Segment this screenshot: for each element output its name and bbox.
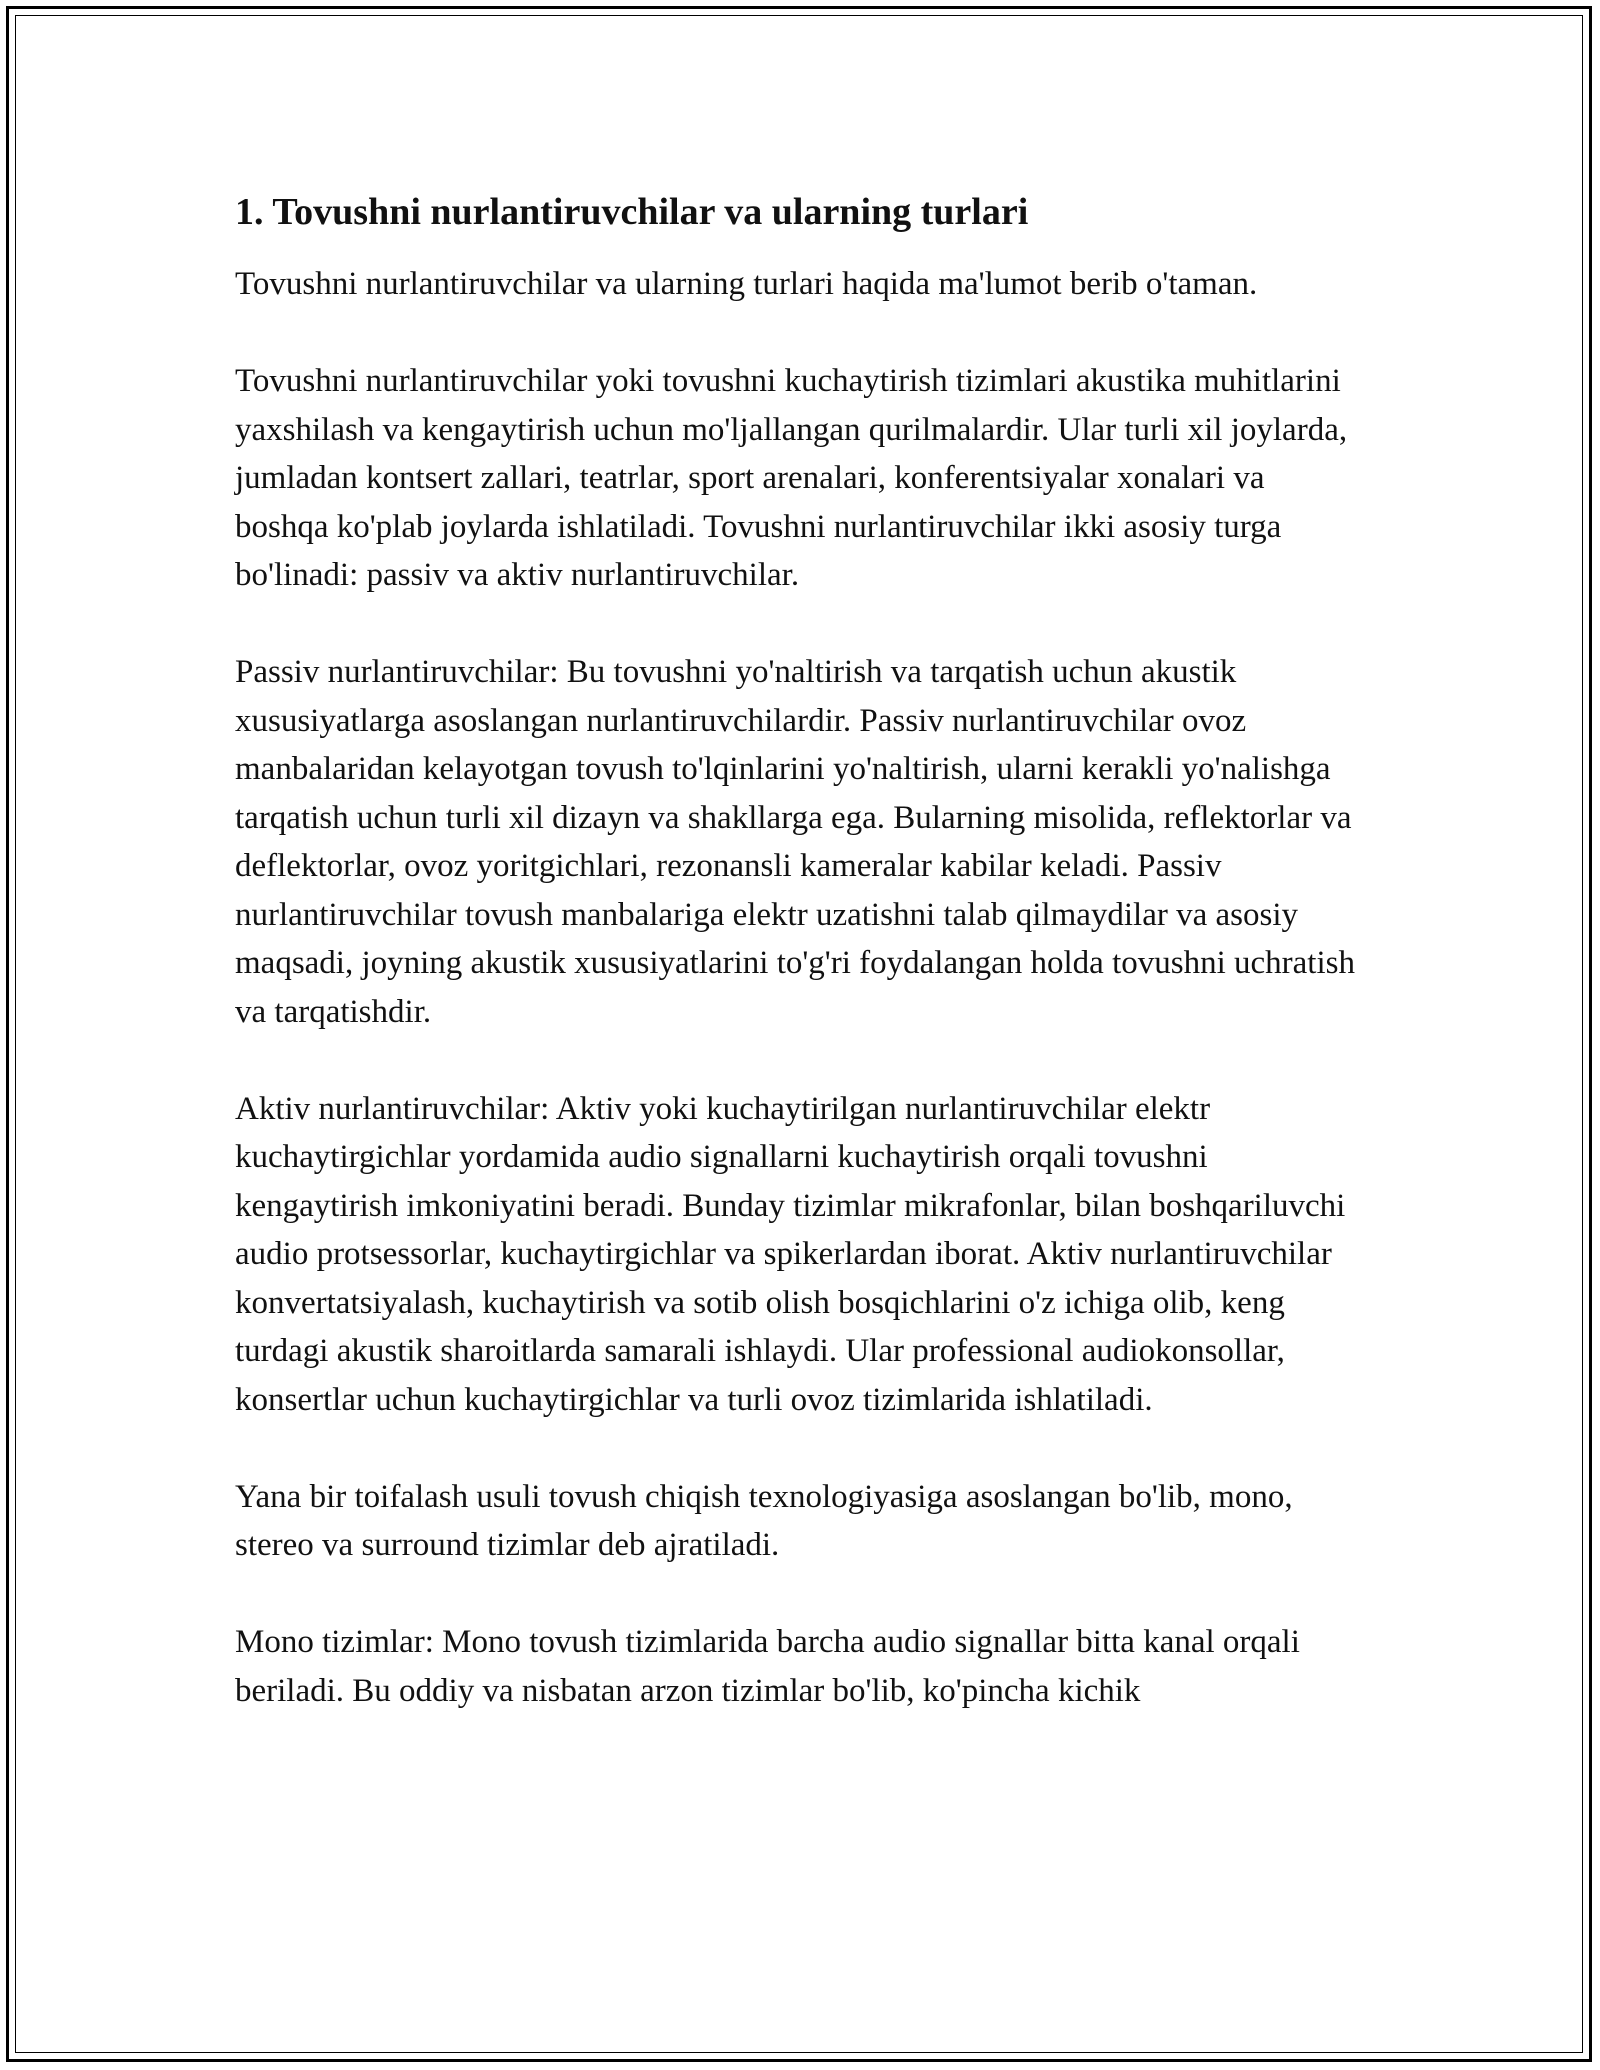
paragraph-classification: Yana bir toifalash usuli tovush chiqish texnologiyasiga asoslangan bo'lib, mono, stereo va surround tizimlar deb ajratiladi. — [235, 1478, 1293, 1563]
paragraph-passive: Passiv nurlantiruvchilar: Bu tovushni yo'naltirish va tarqatish uchun akustik xususiyatlarga asoslangan nurlantiruvchilardir. Passiv nurlantiruvchilar ovoz manbalaridan kelayotgan tovush to'lqinlarini yo'naltirish, ularni kerakli yo'nalishga tarqatish uchun turli xil dizayn va shakllarga ega. Bularning misolida, reflektorlar va deflektorlar, ovoz yoritgichlari, rezonansli kameralar kabilar keladi. Passiv nurlantiruvchilar tovush manbalariga elektr uzatishni talab qilmaydilar va asosiy maqsadi, joyning akustik xususiyatlarini to'g'ri foydalangan holda tovushni uchratish va tarqatishdir. — [235, 654, 1355, 1030]
paragraph-active: Aktiv nurlantiruvchilar: Aktiv yoki kuchaytirilgan nurlantiruvchilar elektr kuchaytirgichlar yordamida audio signallarni kuchaytirish orqali tovushni kengaytirish imkoniyatini beradi. Bunday tizimlar mikrafonlar, bilan boshqariluvchi audio protsessorlar, kuchaytirgichlar va spikerlardan iborat. Aktiv nurlantiruvchilar konvertatsiyalash, kuchaytirish va sotib olish bosqichlarini o'z ichiga olib, keng turdagi akustik sharoitlarda samarali ishlaydi. Ular professional audiokonsollar, konsertlar uchun kuchaytirgichlar va turli ovoz tizimlarida ishlatiladi. — [235, 1090, 1346, 1418]
paragraph-overview: Tovushni nurlantiruvchilar yoki tovushni kuchaytirish tizimlari akustika muhitlarini yaxshilash va kengaytirish uchun mo'ljallangan qurilmalardir. Ular turli xil joylarda, jumladan kontsert zallari, teatrlar, sport arenalari, konferentsiyalar xonalari va boshqa ko'plab joylarda ishlatiladi. Tovushni nurlantiruvchilar ikki asosiy turga bo'linadi: passiv va aktiv nurlantiruvchilar. — [235, 363, 1348, 593]
paragraph-intro: Tovushni nurlantiruvchilar va ularning turlari haqida ma'lumot berib o'taman. — [235, 266, 1258, 302]
section-heading: 1. Tovushni nurlantiruvchilar va ularning turlari — [235, 191, 1029, 233]
paragraph-mono: Mono tizimlar: Mono tovush tizimlarida barcha audio signallar bitta kanal orqali beriladi. Bu oddiy va nisbatan arzon tizimlar bo'lib, ko'pincha kichik — [235, 1624, 1300, 1709]
document-body — [235, 186, 1365, 1764]
